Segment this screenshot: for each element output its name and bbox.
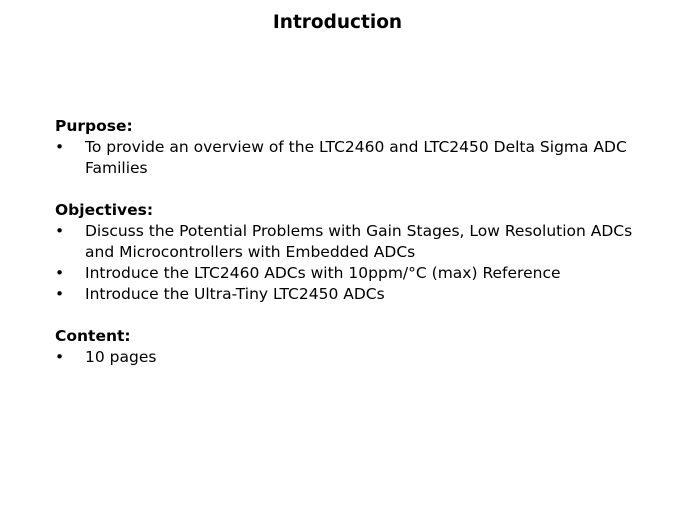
objectives-heading: Objectives: <box>55 201 154 219</box>
content-heading: Content: <box>55 327 131 345</box>
bullet-icon: • <box>55 285 65 303</box>
slide-body <box>55 116 655 389</box>
bullet-icon: • <box>55 222 65 240</box>
bullet-icon: • <box>55 264 65 282</box>
list-item <box>55 284 655 305</box>
list-item-text: Introduce the Ultra-Tiny LTC2450 ADCs <box>85 285 385 303</box>
list-item-text: To provide an overview of the LTC2460 and LTC2450 Delta Sigma ADC Families <box>85 138 627 177</box>
content-list <box>55 347 655 368</box>
purpose-heading: Purpose: <box>55 117 133 135</box>
list-item <box>55 137 655 179</box>
objectives-list <box>55 221 655 305</box>
content-section <box>55 326 655 368</box>
list-item <box>55 221 655 263</box>
purpose-section <box>55 116 655 179</box>
list-item-text: Discuss the Potential Problems with Gain Stages, Low Resolution ADCs and Microcontrollers with Embedded ADCs <box>85 222 633 261</box>
list-item-text: Introduce the LTC2460 ADCs with 10ppm/°C (max) Reference <box>85 264 561 282</box>
objectives-section <box>55 200 655 305</box>
bullet-icon: • <box>55 138 65 156</box>
bullet-icon: • <box>55 348 65 366</box>
list-item <box>55 347 655 368</box>
purpose-list <box>55 137 655 179</box>
list-item <box>55 263 655 284</box>
slide-title: Introduction <box>272 12 403 33</box>
list-item-text: 10 pages <box>85 348 157 366</box>
